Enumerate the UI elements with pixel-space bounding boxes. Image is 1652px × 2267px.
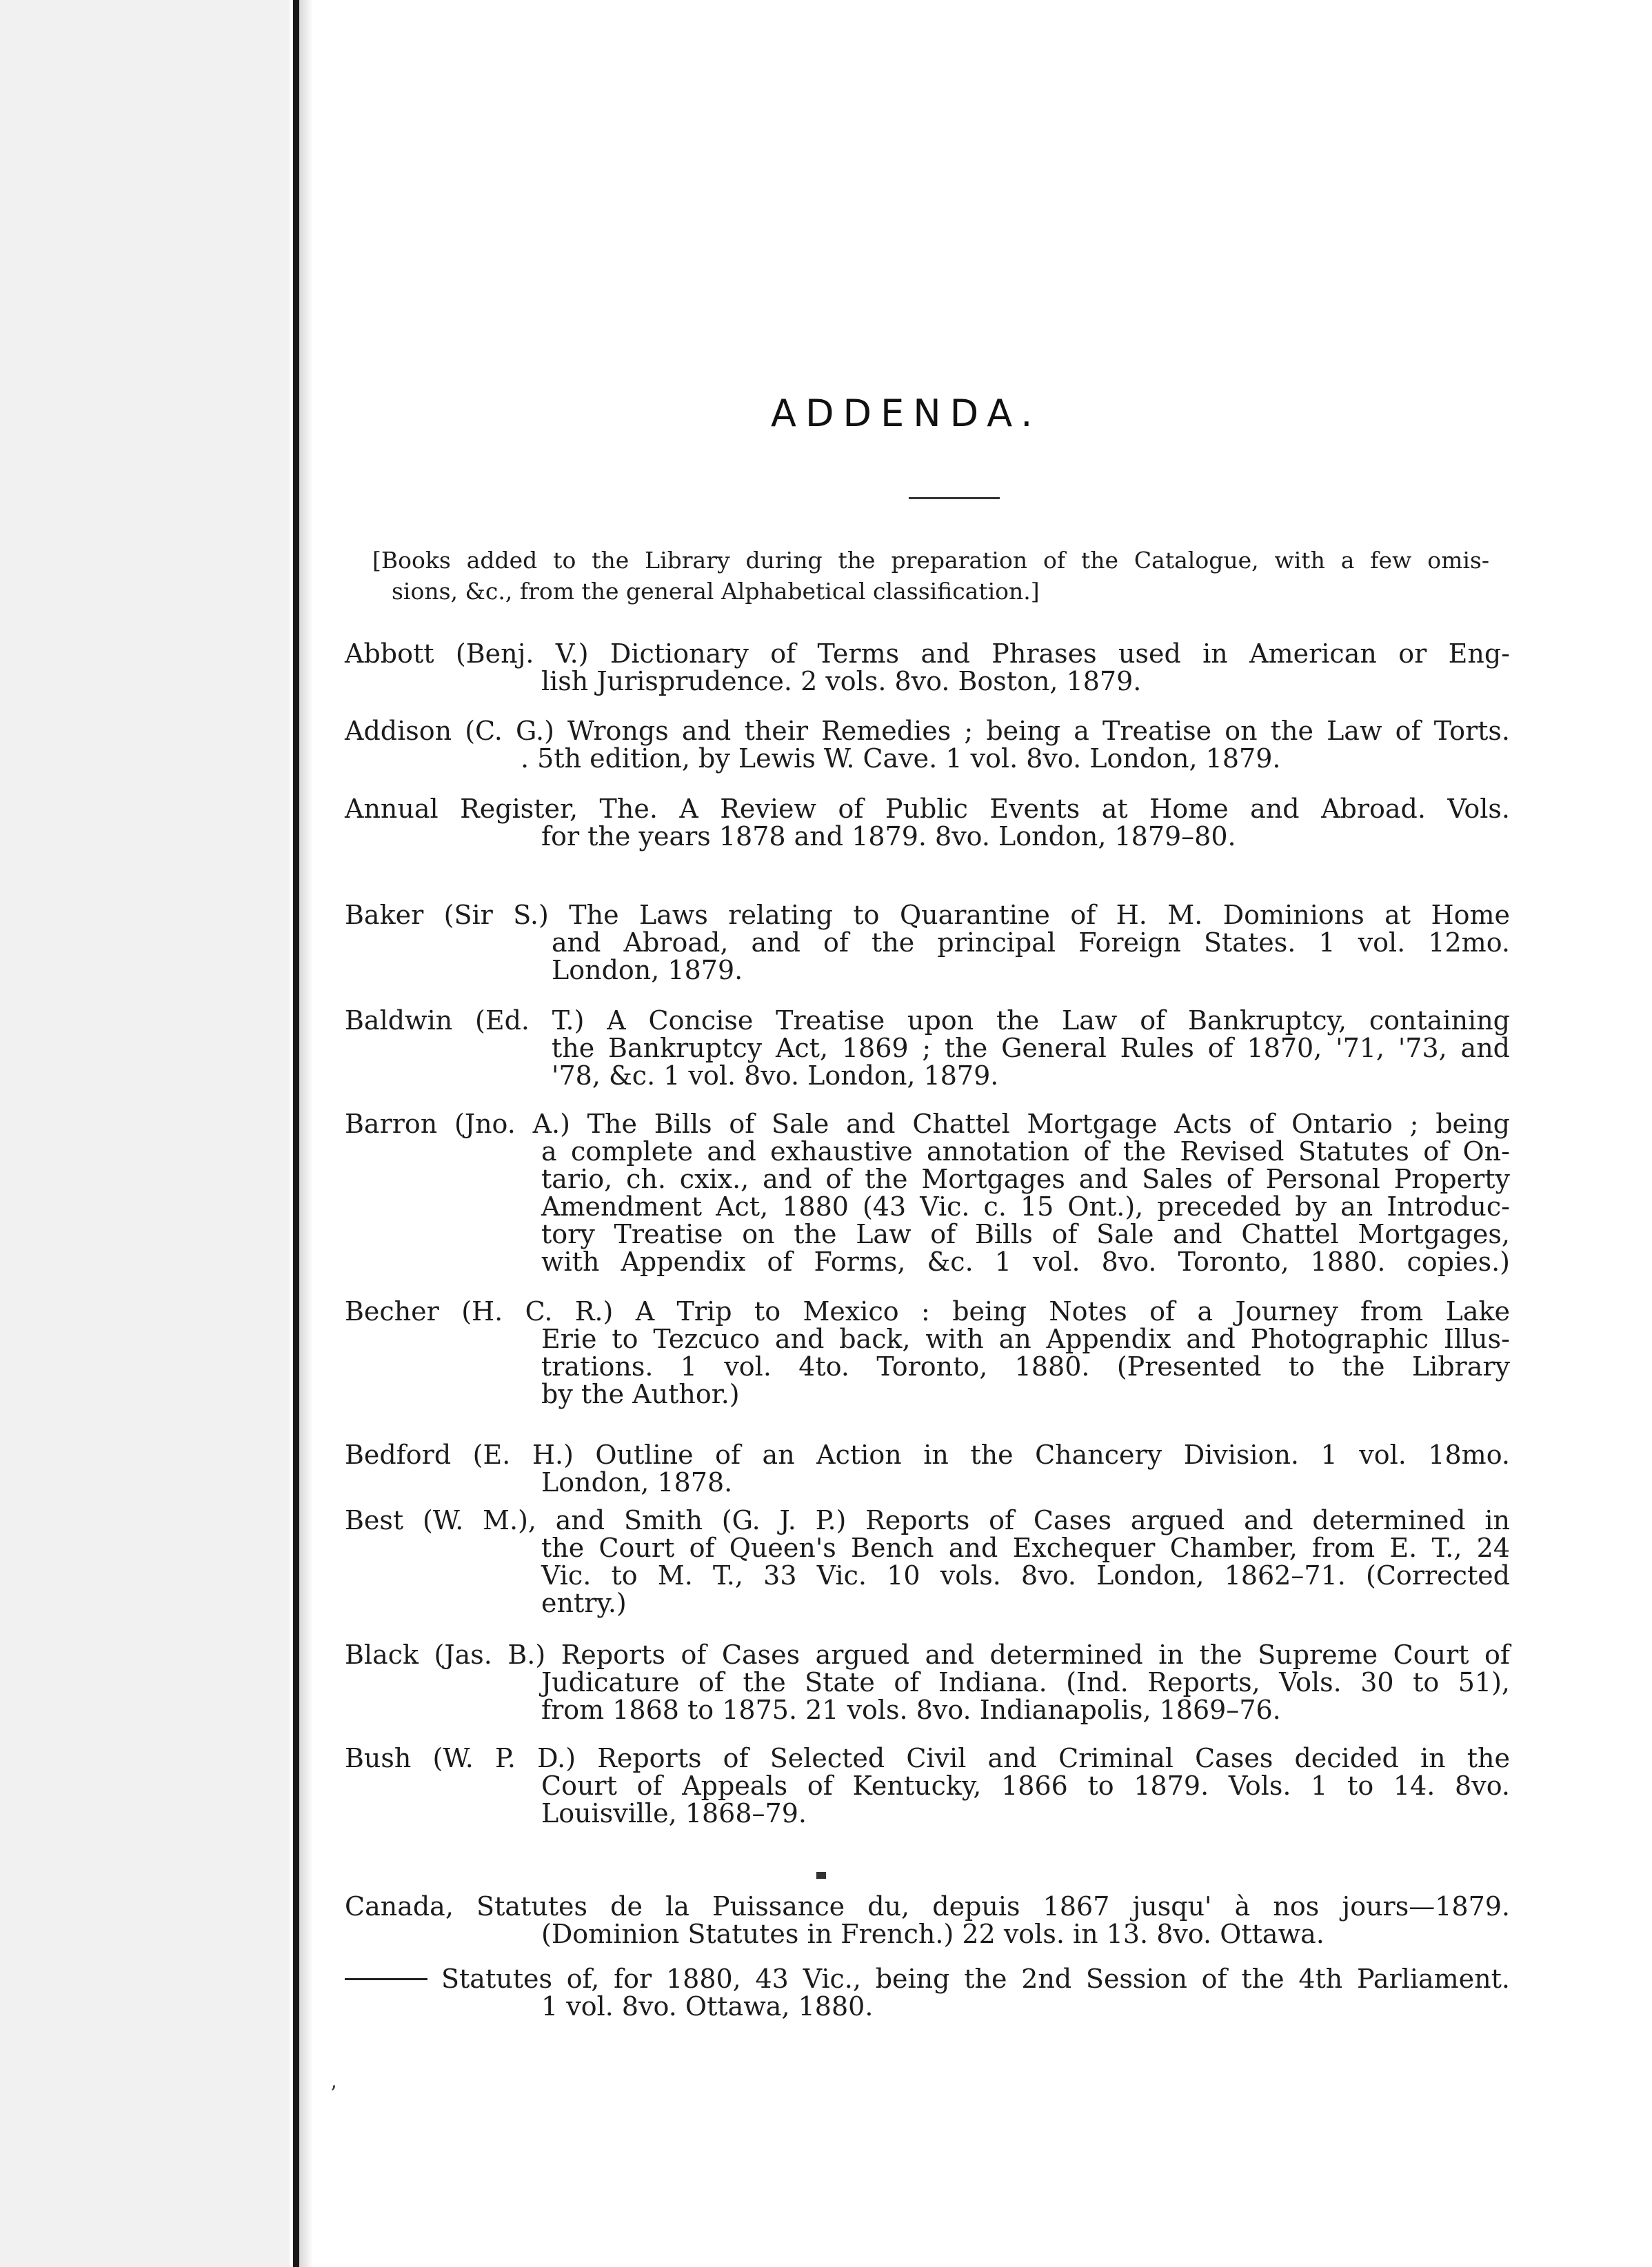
entry-line: Becher (H. C. R.) A Trip to Mexico : being Notes of a Journey from Lake bbox=[345, 1296, 1510, 1327]
entry-line: Court of Appeals of Kentucky, 1866 to 1879. Vols. 1 to 14. 8vo. bbox=[541, 1771, 1510, 1801]
entry-line: Bedford (E. H.) Outline of an Action in the Chancery Division. 1 vol. 18mo. bbox=[345, 1440, 1510, 1470]
entry-line: by the Author.) bbox=[541, 1379, 740, 1409]
entry-line bbox=[345, 1965, 1510, 1993]
entry-line: London, 1879. bbox=[552, 955, 743, 985]
entry-line: lish Jurisprudence. 2 vols. 8vo. Boston, 1879. bbox=[541, 666, 1142, 696]
catalogue-entry bbox=[345, 1298, 1510, 1408]
entry-line: 1 vol. 8vo. Ottawa, 1880. bbox=[541, 1991, 874, 2022]
catalogue-entry bbox=[345, 1641, 1510, 1724]
page-gutter-shadow bbox=[293, 0, 299, 2267]
entry-line: Barron (Jno. A.) The Bills of Sale and Chattel Mortgage Acts of Ontario ; being bbox=[345, 1109, 1510, 1139]
entry-line: (Dominion Statutes in French.) 22 vols. in 13. 8vo. Ottawa. bbox=[541, 1919, 1324, 1949]
entry-line: for the years 1878 and 1879. 8vo. London, 1879–80. bbox=[541, 821, 1236, 852]
catalogue-entry bbox=[345, 1007, 1510, 1089]
entry-line: '78, &c. 1 vol. 8vo. London, 1879. bbox=[552, 1060, 999, 1091]
catalogue-entry bbox=[345, 1893, 1510, 1948]
entry-line: the Bankruptcy Act, 1869 ; the General Rules of 1870, '71, '73, and bbox=[552, 1033, 1510, 1063]
intro-note bbox=[372, 545, 1489, 607]
ditto-dash bbox=[345, 1978, 427, 1980]
entry-line-text: Statutes of, for 1880, 43 Vic., being the 2nd Session of the 4th Parliament. bbox=[441, 1964, 1510, 1994]
entry-line: entry.) bbox=[541, 1588, 627, 1618]
entry-line: tory Treatise on the Law of Bills of Sale and Chattel Mortgages, bbox=[541, 1219, 1510, 1249]
facing-page-margin bbox=[0, 0, 290, 2267]
entry-line: London, 1878. bbox=[541, 1467, 733, 1498]
entry-line: trations. 1 vol. 4to. Toronto, 1880. (Presented to the Library bbox=[541, 1351, 1510, 1382]
entry-line: tario, ch. cxix., and of the Mortgages and Sales of Personal Property bbox=[541, 1164, 1510, 1194]
entry-line: from 1868 to 1875. 21 vols. 8vo. Indianapolis, 1869–76. bbox=[541, 1695, 1281, 1725]
catalogue-entry bbox=[345, 640, 1510, 695]
entry-line: Baldwin (Ed. T.) A Concise Treatise upon the Law of Bankruptcy, containing bbox=[345, 1005, 1510, 1036]
entry-line: Bush (W. P. D.) Reports of Selected Civil and Criminal Cases decided in the bbox=[345, 1743, 1510, 1773]
entry-line: Annual Register, The. A Review of Public Events at Home and Abroad. Vols. bbox=[345, 794, 1510, 824]
catalogue-entry bbox=[345, 901, 1510, 984]
entry-line: Louisville, 1868–79. bbox=[541, 1798, 807, 1828]
intro-line: sions, &c., from the general Alphabetical classification.] bbox=[392, 578, 1040, 605]
entry-line: with Appendix of Forms, &c. 1 vol. 8vo. Toronto, 1880. copies.) bbox=[541, 1247, 1510, 1277]
catalogue-entry bbox=[345, 1441, 1510, 1496]
entry-line: Best (W. M.), and Smith (G. J. P.) Reports of Cases argued and determined in bbox=[345, 1505, 1510, 1535]
stray-mark: ʼ bbox=[330, 2082, 336, 2106]
entry-line: Abbott (Benj. V.) Dictionary of Terms and Phrases used in American or Eng- bbox=[345, 638, 1510, 669]
page-edge bbox=[299, 0, 313, 2267]
printer-mark bbox=[816, 1872, 826, 1879]
entry-line: . 5th edition, by Lewis W. Cave. 1 vol. 8vo. London, 1879. bbox=[521, 743, 1281, 774]
catalogue-entry bbox=[345, 1744, 1510, 1827]
entry-line: a complete and exhaustive annotation of the Revised Statutes of On- bbox=[541, 1136, 1510, 1167]
entry-line: Judicature of the State of Indiana. (Ind. Reports, Vols. 30 to 51), bbox=[541, 1667, 1510, 1697]
catalogue-entry bbox=[345, 795, 1510, 850]
catalogue-entry bbox=[345, 1507, 1510, 1617]
title-rule bbox=[909, 497, 1000, 499]
catalogue-entry bbox=[345, 1110, 1510, 1276]
entry-line: Addison (C. G.) Wrongs and their Remedies ; being a Treatise on the Law of Torts. bbox=[345, 716, 1510, 746]
entry-line: Amendment Act, 1880 (43 Vic. c. 15 Ont.), preceded by an Introduc- bbox=[541, 1191, 1510, 1222]
catalogue-entry bbox=[345, 717, 1510, 772]
entry-line: Baker (Sir S.) The Laws relating to Quarantine of H. M. Dominions at Home bbox=[345, 900, 1510, 930]
entry-line: Black (Jas. B.) Reports of Cases argued and determined in the Supreme Court of bbox=[345, 1640, 1510, 1670]
entry-line: Canada, Statutes de la Puissance du, depuis 1867 jusqu' à nos jours—1879. bbox=[345, 1891, 1510, 1922]
intro-line: [Books added to the Library during the preparation of the Catalogue, with a few omis- bbox=[372, 547, 1489, 574]
entry-line: and Abroad, and of the principal Foreign States. 1 vol. 12mo. bbox=[552, 927, 1510, 958]
entry-line: the Court of Queen's Bench and Exchequer Chamber, from E. T., 24 bbox=[541, 1533, 1510, 1563]
catalogue-entry bbox=[345, 1965, 1510, 2020]
page-title: ADDENDA. bbox=[771, 392, 1042, 435]
entry-line: Erie to Tezcuco and back, with an Appendix and Photographic Illus- bbox=[541, 1324, 1510, 1354]
entry-line: Vic. to M. T., 33 Vic. 10 vols. 8vo. London, 1862–71. (Corrected bbox=[541, 1560, 1510, 1591]
